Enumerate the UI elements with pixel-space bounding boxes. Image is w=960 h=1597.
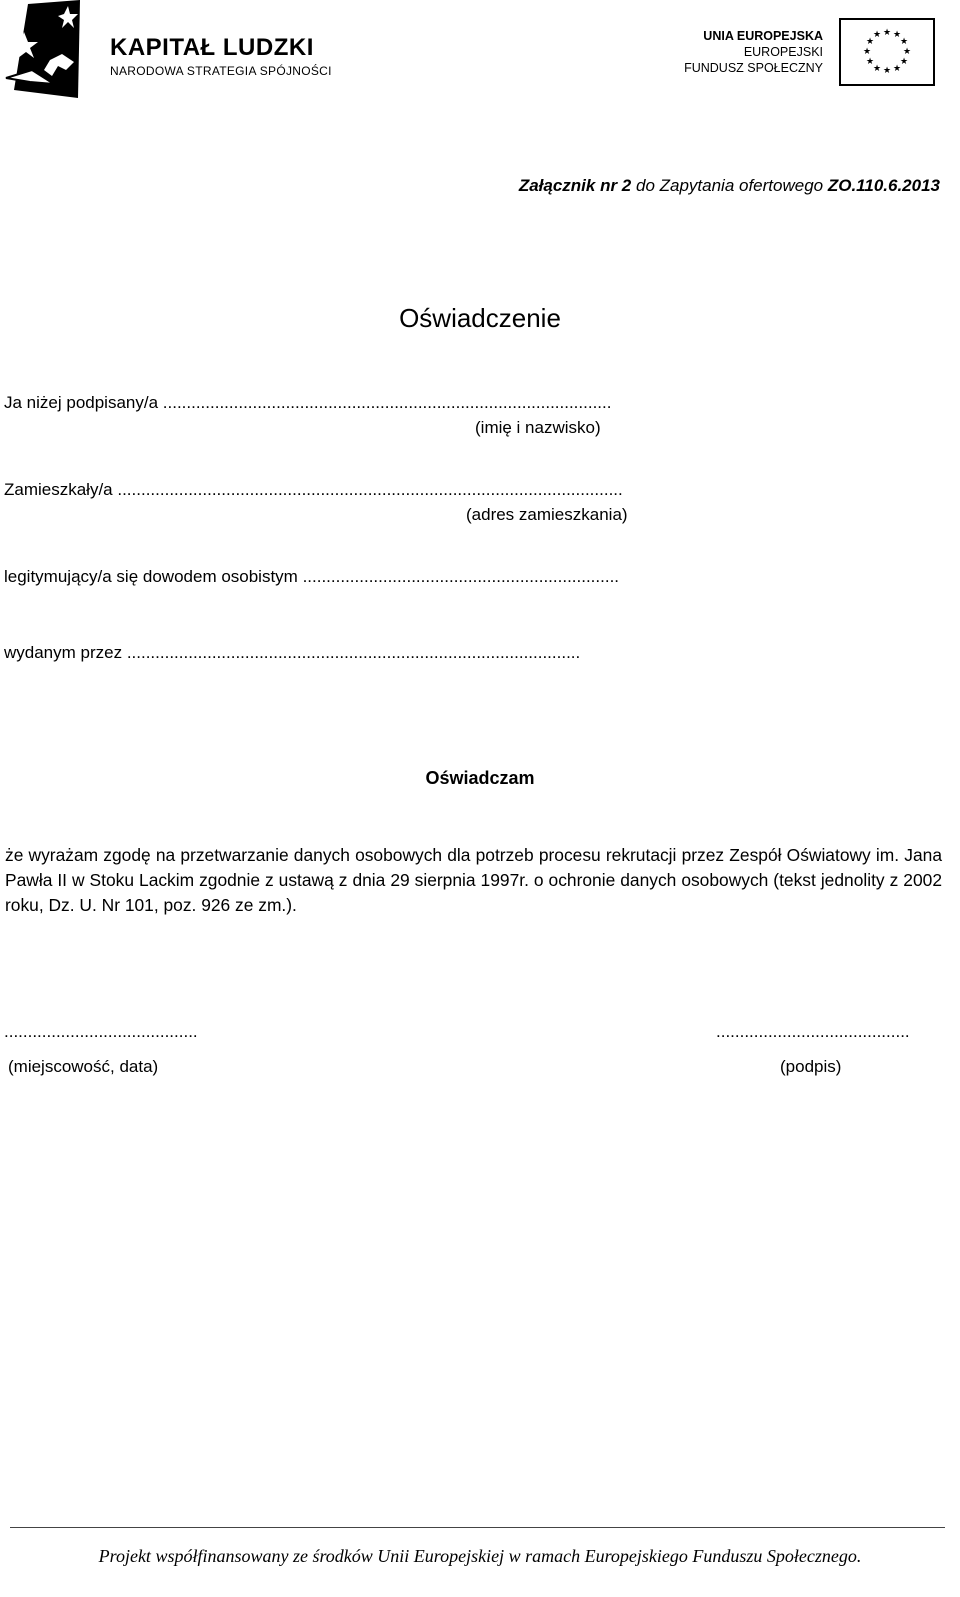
svg-text:★: ★ <box>902 47 912 57</box>
declaration-heading: Oświadczam <box>425 768 535 788</box>
consent-paragraph: że wyrażam zgodę na przetwarzanie danych osobowych dla potrzeb procesu rekrutacji przez Zespół Oświatowy im. Jana Pawła II w Stoku Lackim zgodnie z ustawą z dnia 29 sierpnia 1997r. o ochronie danych osobowych (tekst jednolity z 2002 roku, Dz. U. Nr 101, poz. 926 ze zm.). <box>5 845 942 915</box>
eu-line-2: EUROPEJSKI <box>743 45 823 59</box>
svg-text:★: ★ <box>892 64 902 74</box>
place-date-line: ......................................... <box>4 1022 198 1041</box>
document-title: Oświadczenie <box>399 303 561 333</box>
signature-line: ......................................... <box>716 1022 910 1041</box>
eu-efs-logo <box>684 18 935 90</box>
address-field-hint: (adres zamieszkania) <box>466 505 628 524</box>
annex-code: ZO.110.6.2013 <box>827 176 940 195</box>
signature-label: (podpis) <box>780 1057 842 1076</box>
name-field-hint: (imię i nazwisko) <box>475 418 601 437</box>
eu-line-1: UNIA EUROPEJSKA <box>703 29 823 43</box>
name-field-line: Ja niżej podpisany/a ............................................................................................... <box>4 393 612 412</box>
svg-text:★: ★ <box>882 66 892 76</box>
svg-text:★: ★ <box>872 64 882 74</box>
svg-text:★: ★ <box>872 30 882 40</box>
eu-line-3: FUNDUSZ SPOŁECZNY <box>684 61 823 75</box>
svg-text:★: ★ <box>899 57 909 67</box>
kapital-ludzki-title: KAPITAŁ LUDZKI <box>110 34 314 61</box>
footer-divider <box>10 1527 945 1528</box>
annex-middle: do Zapytania ofertowego <box>631 176 828 195</box>
svg-text:★: ★ <box>862 47 872 57</box>
svg-text:★: ★ <box>865 37 875 47</box>
svg-text:★: ★ <box>899 37 909 47</box>
svg-text:★: ★ <box>882 28 892 38</box>
kapital-ludzki-mark-icon <box>4 0 84 100</box>
address-field-line: Zamieszkały/a ........................................................................................................... <box>4 480 623 499</box>
kapital-ludzki-logo <box>4 0 364 104</box>
eu-text-block <box>684 28 823 76</box>
kapital-ludzki-subtitle: NARODOWA STRATEGIA SPÓJNOŚCI <box>110 64 332 78</box>
id-card-field-line: legitymujący/a się dowodem osobistym ................................................................... <box>4 567 620 586</box>
svg-text:★: ★ <box>892 30 902 40</box>
eu-stars-flag-icon <box>839 18 935 86</box>
annex-reference <box>519 176 940 196</box>
issued-by-field-line: wydanym przez ................................................................................................ <box>4 643 581 662</box>
place-date-label: (miejscowość, data) <box>8 1057 159 1076</box>
svg-text:★: ★ <box>865 57 875 67</box>
footer-cofinancing-note: Projekt współfinansowany ze środków Unii Europejskiej w ramach Europejskiego Funduszu Społecznego. <box>98 1546 862 1566</box>
annex-number: Załącznik nr 2 <box>518 176 632 195</box>
